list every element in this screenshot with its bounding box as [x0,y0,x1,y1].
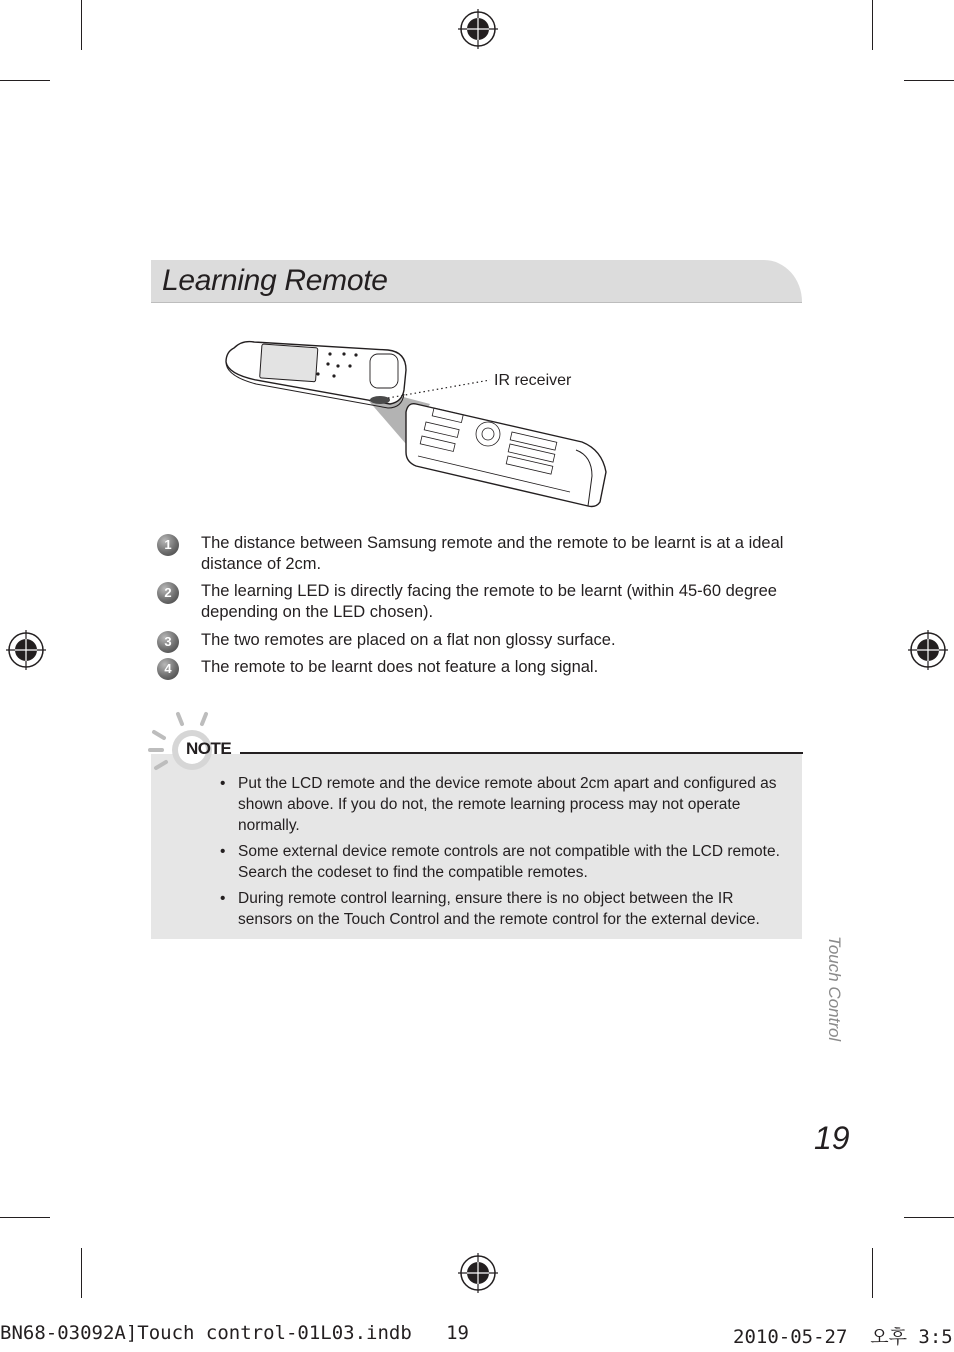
section-title: Learning Remote [162,264,388,297]
registration-mark-icon [458,1253,498,1293]
step-text: The distance between Samsung remote and the remote to be learnt is at a ideal distance of 2cm. [201,534,784,573]
crop-mark [904,80,954,81]
registration-mark-icon [908,630,948,670]
registration-mark-icon [6,630,46,670]
registration-mark-icon [458,9,498,49]
page-number: 19 [814,1120,850,1156]
note-list [218,773,790,935]
crop-mark [0,1217,50,1218]
list-item: • Put the LCD remote and the device remote about 2cm apart and configured as shown above. If you do not, the remote learning process may not operate normally. [218,773,790,836]
section-title-bar [151,260,802,303]
crop-mark [81,1248,82,1298]
crop-mark [872,1248,873,1298]
crop-mark [872,0,873,50]
remote-learning-illustration [220,336,620,516]
list-item: • During remote control learning, ensure there is no object between the IR sensors on the Touch Control and the remote control for the external device. [218,888,790,930]
step-number-badge: 2 [157,582,179,604]
crop-mark [81,0,82,50]
ir-receiver-label: IR receiver [494,372,572,389]
list-item: • Some external device remote controls are not compatible with the LCD remote. Search the codeset to find the compatible remotes. [218,841,790,883]
note-label: NOTE [186,739,232,758]
device-remote-icon [406,404,606,507]
step-text: The learning LED is directly facing the remote to be learnt (within 45-60 degree depending on the LED chosen). [201,582,777,621]
print-slug-right: 2010-05-27 오후 3:5 [733,1326,953,1348]
step-number-badge: 3 [157,631,179,653]
step-text: The remote to be learnt does not feature a long signal. [201,658,599,676]
lcd-remote-icon [226,342,406,408]
step-text: The two remotes are placed on a flat non glossy surface. [201,631,616,649]
crop-mark [904,1217,954,1218]
note-rule [240,752,803,754]
print-slug-left: BN68-03092A]Touch control-01L03.indb 19 [0,1322,469,1344]
chapter-side-tab: Touch Control [825,936,844,1042]
step-number-badge: 1 [157,534,179,556]
crop-mark [0,80,50,81]
step-number-badge: 4 [157,658,179,680]
